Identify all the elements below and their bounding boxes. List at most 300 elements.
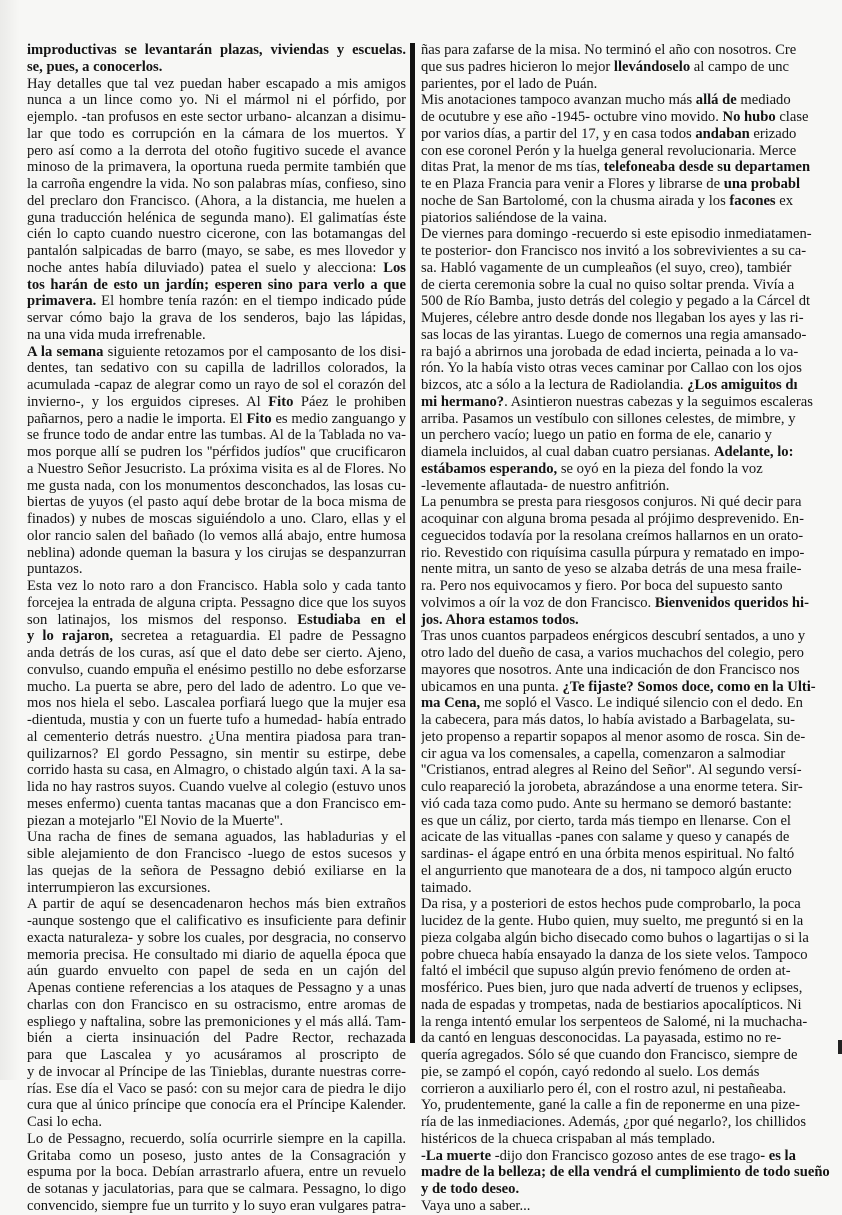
text-segment: Mis anotaciones tampoco avanzan mucho más: [421, 92, 696, 109]
bold-text: se, pues, a conocerlos.: [27, 58, 163, 75]
text-line: [27, 1097, 406, 1114]
text-segment: para que Lascalea y yo acusáramos al proscripto de: [27, 1047, 406, 1063]
text-line: [421, 729, 842, 746]
text-line: [27, 1064, 406, 1081]
text-segment: erizado: [749, 125, 797, 142]
text-line: [27, 494, 406, 511]
text-segment: noche de San Bartolomé, con la chusma airada y los: [421, 192, 730, 209]
bold-text: allá de: [695, 92, 737, 109]
text-line: [421, 779, 842, 796]
text-segment: arriba. Pasamos un vestíbulo con sillones celestes, de mimbre, y: [421, 410, 796, 427]
bold-text: madre de la belleza; de ella vendrá el cumplimiento de todo sueño: [421, 1164, 830, 1181]
text-segment: na una vida muda irrefrenable.: [27, 326, 206, 343]
text-line: [27, 947, 406, 964]
text-segment: son latinajos, los mismos del responso.: [27, 611, 298, 628]
bold-text: tos harán de esto un jardín; esperen sino para verlo a que: [27, 276, 406, 293]
text-segment: la renga intentó emular los serpenteos de Salomé, ni la muchacha-: [421, 1013, 808, 1030]
text-segment: es que un cáliz, por cierto, tarda más tiempo en llenarse. Con el: [421, 812, 791, 829]
text-segment: rio. Revestido con riquísima casulla púrpura y rematado en impo-: [421, 544, 805, 561]
text-segment: al campo de unc: [690, 58, 790, 75]
text-line: [421, 863, 842, 880]
text-line: [27, 1014, 406, 1031]
text-segment: Mujeres, célebre antro desde donde nos llegaban los ayes y las ri-: [421, 310, 804, 326]
text-line: [421, 595, 842, 612]
text-line: [27, 545, 406, 562]
text-line: [421, 612, 842, 629]
text-line: [27, 880, 406, 897]
text-line: [27, 344, 406, 361]
text-line: [421, 980, 842, 997]
text-line: [27, 980, 406, 997]
bold-text: -La muerte: [421, 1147, 492, 1164]
bold-text: y de todo deseo.: [421, 1181, 520, 1197]
text-segment: ceguecidos todavía por la resolana creímos hallarnos en un orato-: [421, 527, 804, 544]
text-line: [27, 1164, 406, 1181]
text-line: [421, 1047, 842, 1064]
text-segment: Una racha de fines de semana aguados, las habladurias y el: [27, 829, 406, 846]
text-segment: las quejas de la señora de Pessagno debió exiliarse en la: [27, 862, 406, 879]
text-segment: de ocutubre y ese año -1945- octubre vino movido.: [421, 109, 723, 125]
text-segment: ñas para zafarse de la misa. No terminó el año con nosotros. Cre: [421, 42, 797, 58]
text-line: [421, 310, 842, 327]
text-line: [27, 712, 406, 729]
text-line: [27, 143, 406, 160]
text-line: [27, 260, 406, 277]
bold-text: Fito: [246, 410, 272, 427]
text-line: [421, 712, 842, 729]
page-shadow: [0, 0, 20, 1080]
text-line: [421, 293, 842, 310]
text-line: [27, 746, 406, 763]
text-segment: ejemplo. -tan profusos en este sector urbano- alcanzan a disimu-: [27, 109, 406, 125]
text-segment: el angurriento que manoteara de a dos, ni tampoco algún eructo: [421, 862, 792, 879]
text-line: [27, 1181, 406, 1198]
text-line: [27, 762, 406, 779]
text-segment: memoria precisa. He consultado mi diario de aquella época que: [27, 946, 406, 963]
text-segment: ''Cristianos, entrad alegres al Reino del Señor''. Al segundo versí-: [421, 762, 802, 779]
text-segment: nente mitra, un santo de yeso se alzaba detrás de una mesa fraile-: [421, 561, 802, 578]
text-line: [27, 628, 406, 645]
text-line: [27, 1198, 406, 1215]
text-line: [421, 947, 842, 964]
text-line: [421, 1081, 842, 1098]
text-segment: neblina) adonde queman la basura y los cirujas se despanzurran: [27, 544, 406, 561]
bold-text: improductivas se levantarán plazas, viviendas y escuelas.: [27, 42, 406, 58]
text-segment: pañarnos, pero a nadie le importa. El: [27, 410, 247, 427]
text-line: [27, 595, 406, 612]
text-segment: olor rancio salen del bañado (lo vemos allá abajo, entre humosa: [27, 527, 406, 544]
text-segment: acoquinar con alguna broma pesada al prójimo desprevenido. En-: [421, 511, 804, 527]
text-segment: meses enfermo) cuenta tantas macanas que a don Francisco em-: [27, 795, 406, 812]
text-segment: ra bajó a abrirnos una jorobada de edad incierta, peinada a lo va-: [421, 343, 799, 360]
text-segment: cir agua va los comensales, a capella, comenzaron a salmodiar: [421, 745, 786, 762]
text-segment: rón. Yo la había visto otras veces caminar por Callao con los ojos: [421, 360, 802, 377]
text-segment: servar cómo bajo la grava de los senderos, bajo las lápidas,: [27, 310, 406, 326]
text-segment: la cabecera, para más datos, lo había avistado a Barbagelata, su-: [421, 712, 795, 728]
text-line: [27, 394, 406, 411]
bold-text: ¿Te fijaste? Somos doce, como en la Ulti-: [562, 678, 816, 695]
text-line: [421, 394, 842, 411]
text-line: [421, 1181, 842, 1198]
text-line: [421, 645, 842, 662]
text-line: [421, 913, 842, 930]
text-line: [421, 746, 842, 763]
text-segment: pero así como a la derrota del otoño fugitivo sucede el avance: [27, 142, 406, 159]
text-line: [27, 59, 406, 76]
text-segment: dentes, tan sedativo con su capilla de ladrillos colorados, la: [27, 360, 406, 377]
text-line: [421, 243, 842, 260]
text-segment: mos nos hiela el sebo. Lascalea porfiará luego que la mujer esa: [27, 695, 406, 712]
text-line: [421, 1198, 842, 1215]
text-line: [27, 210, 406, 227]
text-segment: ubicamos en una punta.: [421, 678, 563, 695]
text-segment: diamela incluidos, al cual daban cuatro persianas.: [421, 444, 714, 460]
text-line: [27, 42, 406, 59]
text-line: [27, 863, 406, 880]
text-segment: piezan a motejarlo ''El Novio de la Muerte''.: [27, 812, 284, 829]
bold-text: andaban: [695, 125, 750, 142]
text-segment: mos porque allí se pudren los ''pérfidos judíos'' que crucificaron: [27, 444, 406, 460]
text-segment: -dijo don Francisco gozoso antes de ese trago: [491, 1147, 761, 1164]
text-segment: lucidez de la gente. Hubo quien, muy suelto, me preguntó si en la: [421, 913, 804, 929]
text-line: [421, 76, 842, 93]
text-segment: ex: [775, 192, 794, 209]
text-line: [27, 829, 406, 846]
text-segment: te posterior- don Francisco nos invitó a los sobrevivientes a su ca-: [421, 243, 807, 259]
text-line: [27, 729, 406, 746]
text-segment: Apenas contiene referencias a los ataques de Pessagno y a unas: [27, 980, 406, 996]
text-segment: siguiente retozamos por el camposanto de los disi-: [103, 343, 406, 360]
text-line: [421, 545, 842, 562]
text-line: [27, 997, 406, 1014]
text-line: [27, 310, 406, 327]
left-column: [27, 42, 406, 1215]
text-segment: que sus padres hicieron lo mejor: [421, 58, 614, 75]
text-segment: De viernes para domingo -recuerdo si este episodio inmediatamen-: [421, 226, 812, 243]
text-segment: nada de espadas y trompetas, nada de bestiarios apocalípticos. Ni: [421, 996, 802, 1013]
text-line: [421, 444, 842, 461]
text-line: [27, 1148, 406, 1165]
text-line: [27, 930, 406, 947]
text-segment: Gritaba como un poseso, justo antes de la Consagración y: [27, 1147, 406, 1164]
text-line: [27, 193, 406, 210]
text-line: [27, 1114, 406, 1131]
text-line: [421, 762, 842, 779]
text-segment: secretea a retaguardia. El padre de Pessagno: [121, 628, 406, 645]
text-line: [421, 662, 842, 679]
text-segment: lida no hay rastros suyos. Cuando vuelve al colegio (estuvo unos: [27, 779, 406, 795]
text-segment: mucho. La puerta se abre, pero del lado de adentro. Lo que ve-: [27, 678, 406, 695]
text-line: [27, 109, 406, 126]
text-line: [27, 176, 406, 193]
bold-text: mi hermano?: [421, 393, 505, 410]
text-line: [27, 478, 406, 495]
bold-text: y lo rajaron,: [27, 628, 114, 645]
text-line: [27, 1081, 406, 1098]
text-line: [27, 293, 406, 310]
text-segment: clase: [775, 109, 809, 125]
text-segment: Yo, prudentemente, gané la calle a fin de reponerme en una pize-: [421, 1097, 801, 1114]
text-segment: acicate de las vituallas -panes con salame y queso y canapés de: [421, 829, 790, 846]
text-line: [421, 260, 842, 277]
text-line: [27, 1030, 406, 1047]
text-line: [421, 126, 842, 143]
text-segment: otro lado del dueño de casa, a varios muchachos del colegio, pero: [421, 645, 804, 661]
text-segment: nunca a un lince como yo. Ni el mármol ni el pórfido, por: [27, 92, 406, 109]
text-segment: vió cada taza como pudo. Ante su hermano se demoró bastante:: [421, 795, 792, 812]
text-line: [421, 1148, 842, 1165]
text-segment: aún guardo envuelto con papel de seda en un cajón del: [27, 963, 406, 980]
text-segment: la carroña engendre la vida. No son palabras mías, confieso, sino: [27, 176, 406, 192]
text-line: [27, 1047, 406, 1064]
text-line: [421, 846, 842, 863]
text-segment: a Nuestro Señor Jesucristo. La próxima visita es al de Flores. No: [27, 460, 406, 477]
text-line: [421, 1014, 842, 1031]
edge-mark: [838, 1040, 842, 1054]
text-line: [421, 143, 842, 160]
text-line: [27, 327, 406, 344]
text-segment: por varios días, a partir del 17, y en casa todos: [421, 125, 696, 142]
text-segment: bién a cierta insinuación del Padre Rector, rechazada: [27, 1030, 406, 1047]
text-segment: con ese coronel Perón y la huelga general revolucionaria. Merce: [421, 142, 797, 159]
text-line: [421, 997, 842, 1014]
text-segment: Casi lo echa.: [27, 1114, 102, 1130]
text-line: [27, 662, 406, 679]
text-line: [27, 695, 406, 712]
text-line: [421, 226, 842, 243]
text-segment: sible alejamiento de don Francisco -luego de estos sucesos y: [27, 846, 406, 862]
text-segment: espuma por la boca. Debían arrastrarlo afuera, entre un revuelo: [27, 1164, 406, 1181]
text-line: [421, 930, 842, 947]
text-segment: ditas Prat, la menor de ms tías,: [421, 159, 604, 176]
text-line: [27, 411, 406, 428]
bold-text: llevándoselo: [613, 58, 691, 75]
text-segment: rías. Ese día el Vaco se pasó: con su mejor cara de piedra le dijo: [27, 1080, 406, 1097]
text-segment: del preclaro don Francisco. (Ahora, a la distancia, me huelen a: [27, 192, 406, 209]
text-line: [421, 176, 842, 193]
column-divider: [410, 43, 415, 1043]
text-line: [421, 896, 842, 913]
text-segment: pieza colgaba algún bicho disecado como buhos o lagartijas o si la: [421, 929, 809, 946]
text-segment: sardinas- el ágape entró en una órbita menos espiritual. No faltó: [421, 846, 795, 862]
text-line: [421, 277, 842, 294]
text-line: [27, 796, 406, 813]
text-line: [421, 1030, 842, 1047]
text-segment: mosférico. Pues bien, juro que nada advertí de truenos y eclipses,: [421, 980, 803, 996]
text-segment: lar que todo es corrupción en la cámara de los muertos. Y: [27, 125, 406, 142]
text-segment: acumulada -capaz de alegrar como un rayo de sol el corazón del: [27, 377, 406, 393]
text-segment: sas locas de las yirantas. Luego de comernos una regia amansado-: [421, 326, 807, 343]
text-line: [421, 1064, 842, 1081]
text-line: [421, 159, 842, 176]
text-line: [27, 578, 406, 595]
text-line: [421, 813, 842, 830]
text-segment: corrido hasta su casa, en Almagro, o chistado algún taxi. A la sa-: [27, 762, 406, 779]
text-segment: A partir de aquí se desencadenaron hechos más bien extraños: [27, 896, 406, 913]
text-line: [27, 1131, 406, 1148]
text-line: [421, 327, 842, 344]
text-segment: da cantó en lenguas desconocidas. La payasada, estimo no re-: [421, 1030, 782, 1047]
text-segment: pantalón salpicadas de barro (mayo, se sabe, es mes llovedor y: [27, 243, 406, 259]
text-segment: de sotanas y jaculatorias, para que se calmara. Pessagno, lo digo: [27, 1181, 406, 1197]
bold-text: A la semana: [27, 343, 104, 360]
text-segment: pobre chueca había ensayado la danza de los siete velos. Tampoco: [421, 946, 808, 963]
text-line: [27, 243, 406, 260]
text-line: [27, 444, 406, 461]
text-line: [421, 679, 842, 696]
text-line: [421, 478, 842, 495]
text-segment: Hay detalles que tal vez puedan haber escapado a mis amigos: [27, 75, 406, 92]
text-segment: jeto propenso a repartir sopapos al menor asomo de rosca. Sin de-: [421, 728, 806, 745]
text-segment: anda detrás de los curas, así que el dato debe ser cierto. Ajeno,: [27, 645, 406, 661]
text-line: [27, 645, 406, 662]
text-segment: se frunce todo de andar entre las tumbas. Al de la Tablada no va-: [27, 427, 406, 444]
bold-text: Estudiaba en el: [297, 611, 406, 628]
text-line: [27, 92, 406, 109]
text-segment: me gusta nada, con los monumentos desconchados, las losas cu-: [27, 477, 406, 494]
bold-text: Los: [383, 259, 406, 276]
text-line: [27, 846, 406, 863]
text-segment: espliego y naftalina, sobre las premoniciones y el más allá. Tam-: [27, 1013, 406, 1030]
text-segment: 500 de Río Bamba, justo detrás del colegio y pegado a la Cárcel dt: [421, 293, 811, 310]
text-segment: se oyó en la pieza del fondo la voz: [557, 460, 763, 477]
bold-text: ma Cena,: [421, 695, 481, 712]
text-segment: sa. Habló vagamente de un cumpleaños (el suyo, creo), tambiér: [421, 259, 792, 276]
text-line: [27, 159, 406, 176]
text-line: [421, 628, 842, 645]
text-line: [421, 92, 842, 109]
text-line: [421, 411, 842, 428]
text-line: [27, 913, 406, 930]
text-segment: bizcos, atc a sólo a la lectura de Radiolandia.: [421, 377, 688, 393]
text-segment: culo reapareció la jorobeta, abrazándose a una enorme tetera. Sir-: [421, 779, 803, 795]
text-segment: volvimos a oír la voz de don Francisco.: [421, 594, 655, 611]
text-line: [27, 561, 406, 578]
text-segment: te en Plaza Francia para venir a Flores y librarse de: [421, 176, 724, 192]
bold-text: telefoneaba desde su departamen: [603, 159, 811, 176]
text-segment: mediado: [736, 92, 791, 109]
text-line: [421, 963, 842, 980]
text-segment: un perchero vacío; luego un patio en forma de ele, canario y: [421, 427, 772, 444]
text-segment: corrieron a auxiliarlo pero él, con el rostro azul, ni pestañeaba.: [421, 1080, 787, 1097]
text-segment: . Asintieron nuestras cabezas y la seguimos escaleras: [504, 393, 813, 410]
text-segment: parientes, por el lado de Puán.: [421, 75, 598, 92]
text-line: [421, 344, 842, 361]
text-segment: piatorios saliéndose de la vaina.: [421, 209, 608, 226]
text-line: [421, 193, 842, 210]
text-line: [421, 360, 842, 377]
text-segment: El hombre tenía razón: en el tiempo indicado púde: [101, 293, 406, 310]
bold-text: Bienvenidos queridos hi-: [654, 594, 809, 611]
text-segment: Tras unos cuantos parpadeos enérgicos descubrí sentados, a uno y: [421, 628, 806, 645]
text-line: [27, 813, 406, 830]
text-segment: ra. Pero nos equivocamos y fiero. Por boca del supuesto santo: [421, 578, 783, 594]
text-segment: mayores que nosotros. Ante una indicación de don Francisco nos: [421, 661, 800, 678]
text-segment: al cementerio detrás nuestro. ¿Una mentira piadosa para tran-: [27, 728, 406, 745]
text-segment: finados) y nubes de moscas siguiéndolo a uno. Claro, ellas y el: [27, 511, 406, 527]
text-segment: y de invocar al Príncipe de las Tinieblas, durante nuestras corre-: [27, 1063, 406, 1080]
text-segment: noche antes había diluviado) patea el suelo y alecciona:: [27, 259, 384, 276]
text-line: [421, 59, 842, 76]
text-line: [27, 612, 406, 629]
text-segment: interrumpieron las excursiones.: [27, 879, 211, 896]
text-line: [421, 829, 842, 846]
text-segment: pie, se zampó el copón, cayó redondo al suelo. Los demás: [421, 1063, 760, 1080]
text-segment: cura que al único príncipe que conocía era el Príncipe Kalender.: [27, 1097, 406, 1114]
text-segment: puntazos.: [27, 561, 83, 578]
text-segment: faltó el imbécil que supuso algún previo fenómeno de orden at-: [421, 963, 791, 980]
text-line: [421, 377, 842, 394]
text-segment: forcejea la entrada de alguna cripta. Pessagno dice que los suyos: [27, 594, 406, 611]
text-segment: histéricos de la chueca crispaban al más templado.: [421, 1130, 716, 1147]
text-segment: Páez le prohiben: [300, 393, 406, 410]
text-segment: cién lo capto cuando nuestro cicerone, con las botamangas del: [27, 226, 406, 243]
text-line: [421, 1131, 842, 1148]
text-segment: ría de las inmediaciones. Además, ¿por qué negarlo?, los chillidos: [421, 1114, 807, 1130]
text-segment: La penumbra se presta para riesgosos conjuros. Ni qué decir para: [421, 494, 802, 511]
text-line: [421, 578, 842, 595]
bold-text: estábamos esperando,: [421, 460, 558, 477]
text-line: [421, 561, 842, 578]
text-line: [27, 377, 406, 394]
text-line: [421, 695, 842, 712]
text-line: [421, 109, 842, 126]
text-line: [27, 277, 406, 294]
text-line: [421, 796, 842, 813]
bold-text: ¿Los amiguitos dı: [687, 377, 798, 393]
text-segment: taimado.: [421, 879, 472, 896]
text-line: [421, 880, 842, 897]
text-line: [421, 494, 842, 511]
text-segment: invierno-, y los erguidos cipreses. Al: [27, 393, 269, 410]
text-segment: exacta naturaleza- y sobre los cuales, por desgracia, no conservo: [27, 929, 406, 946]
text-line: [27, 679, 406, 696]
text-line: [27, 76, 406, 93]
text-segment: convencido, siempre fue un turrito y lo suyo eran vulgares patra-: [27, 1197, 406, 1214]
text-segment: -dientuda, mustia y con un fuerte tufo a humedad- había entrado: [27, 712, 406, 728]
text-line: [27, 427, 406, 444]
bold-text: primavera.: [27, 293, 97, 310]
text-segment: charlas con don Francisco en su ostracismo, entre aromas de: [27, 996, 406, 1013]
text-line: [421, 427, 842, 444]
text-segment: -aunque sostengo que el calificativo es insuficiente para definir: [27, 913, 406, 929]
text-segment: Lo de Pessagno, recuerdo, solía ocurrirle siempre en la capilla.: [27, 1130, 406, 1147]
text-line: [421, 1114, 842, 1131]
text-segment: Esta vez lo noto raro a don Francisco. Habla solo y cada tanto: [27, 578, 406, 594]
bold-text: - es la: [760, 1147, 796, 1164]
text-segment: -levemente aflautada- de nuestro anfitrión.: [421, 477, 670, 494]
bold-text: facones: [729, 192, 776, 209]
text-segment: minoso de la primavera, la oportuna rueda permite también que: [27, 159, 406, 176]
bold-text: Fito: [268, 393, 294, 410]
text-segment: guna traducción helénica de segunda mano). El galimatías éste: [27, 209, 406, 226]
text-segment: me sopló el Vasco. Le indiqué silencio con el dedo. En: [480, 695, 803, 712]
right-column: [421, 42, 842, 1215]
text-line: [421, 461, 842, 478]
text-segment: es medio zanguango y: [271, 410, 406, 427]
text-line: [421, 1097, 842, 1114]
bold-text: jos. Ahora estamos todos.: [421, 611, 579, 628]
text-segment: Da risa, y a posteriori de estos hechos pude comprobarlo, la poca: [421, 896, 801, 913]
text-line: [27, 528, 406, 545]
text-line: [27, 779, 406, 796]
text-line: [27, 896, 406, 913]
text-segment: de cierta ceremonia sobre la cual no quiso soltar prenda. Vivía a: [421, 276, 795, 293]
text-line: [27, 226, 406, 243]
bold-text: No hubo: [722, 109, 776, 125]
text-line: [27, 963, 406, 980]
text-line: [421, 528, 842, 545]
